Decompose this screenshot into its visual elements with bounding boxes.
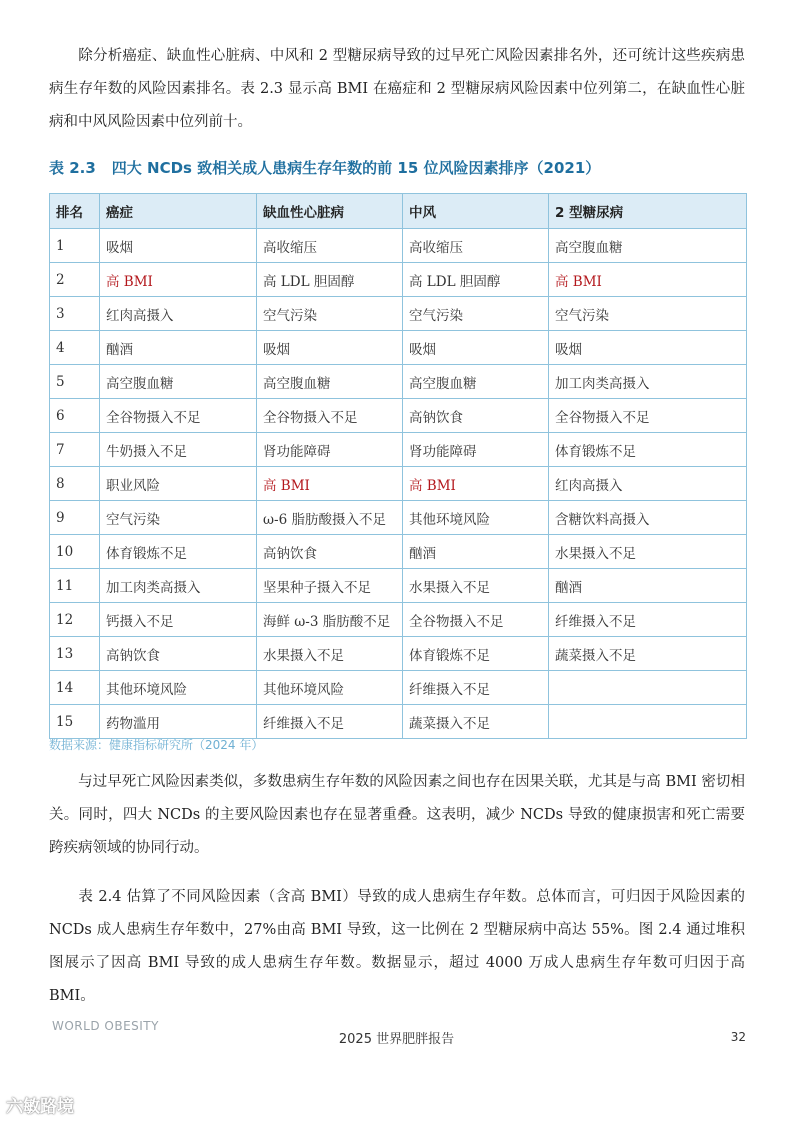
cell-stroke: 高收缩压 bbox=[403, 229, 549, 263]
cell-rank: 6 bbox=[50, 399, 100, 433]
risk-factor-table bbox=[49, 193, 747, 739]
cell-stroke: 空气污染 bbox=[403, 297, 549, 331]
cell-ischemic-heart-disease: 空气污染 bbox=[257, 297, 403, 331]
data-source-note: 数据来源：健康指标研究所（2024 年） bbox=[49, 738, 264, 752]
cell-ischemic-heart-disease: ω-6 脂肪酸摄入不足 bbox=[257, 501, 403, 535]
cell-cancer: 加工肉类高摄入 bbox=[100, 569, 257, 603]
cell-rank: 2 bbox=[50, 263, 100, 297]
table-row bbox=[50, 399, 747, 433]
table-row bbox=[50, 433, 747, 467]
cell-stroke: 纤维摄入不足 bbox=[403, 671, 549, 705]
cell-type2-diabetes: 高 BMI bbox=[549, 263, 747, 297]
cell-ischemic-heart-disease: 高空腹血糖 bbox=[257, 365, 403, 399]
cell-rank: 10 bbox=[50, 535, 100, 569]
cell-ischemic-heart-disease: 水果摄入不足 bbox=[257, 637, 403, 671]
cell-cancer: 牛奶摄入不足 bbox=[100, 433, 257, 467]
cell-stroke: 高 BMI bbox=[403, 467, 549, 501]
cell-cancer: 职业风险 bbox=[100, 467, 257, 501]
cell-cancer: 吸烟 bbox=[100, 229, 257, 263]
cell-ischemic-heart-disease: 坚果种子摄入不足 bbox=[257, 569, 403, 603]
cell-type2-diabetes: 含糖饮料高摄入 bbox=[549, 501, 747, 535]
cell-stroke: 高 LDL 胆固醇 bbox=[403, 263, 549, 297]
table-caption bbox=[49, 157, 600, 178]
table-row bbox=[50, 467, 747, 501]
header-stroke: 中风 bbox=[403, 194, 549, 229]
cell-ischemic-heart-disease: 其他环境风险 bbox=[257, 671, 403, 705]
cell-cancer: 酗酒 bbox=[100, 331, 257, 365]
cell-type2-diabetes: 加工肉类高摄入 bbox=[549, 365, 747, 399]
cell-cancer: 空气污染 bbox=[100, 501, 257, 535]
cell-type2-diabetes: 全谷物摄入不足 bbox=[549, 399, 747, 433]
cell-ischemic-heart-disease: 肾功能障碍 bbox=[257, 433, 403, 467]
cell-stroke: 高空腹血糖 bbox=[403, 365, 549, 399]
table-row bbox=[50, 331, 747, 365]
table-row bbox=[50, 229, 747, 263]
cell-type2-diabetes: 高空腹血糖 bbox=[549, 229, 747, 263]
cell-rank: 12 bbox=[50, 603, 100, 637]
cell-rank: 15 bbox=[50, 705, 100, 739]
cell-ischemic-heart-disease: 纤维摄入不足 bbox=[257, 705, 403, 739]
cell-cancer: 红肉高摄入 bbox=[100, 297, 257, 331]
cell-rank: 14 bbox=[50, 671, 100, 705]
cell-rank: 3 bbox=[50, 297, 100, 331]
cell-type2-diabetes: 吸烟 bbox=[549, 331, 747, 365]
cell-stroke: 蔬菜摄入不足 bbox=[403, 705, 549, 739]
cell-ischemic-heart-disease: 海鲜 ω-3 脂肪酸不足 bbox=[257, 603, 403, 637]
cell-ischemic-heart-disease: 吸烟 bbox=[257, 331, 403, 365]
cell-ischemic-heart-disease: 高 BMI bbox=[257, 467, 403, 501]
cell-stroke: 体育锻炼不足 bbox=[403, 637, 549, 671]
header-cancer: 癌症 bbox=[100, 194, 257, 229]
cell-ischemic-heart-disease: 高收缩压 bbox=[257, 229, 403, 263]
cell-stroke: 水果摄入不足 bbox=[403, 569, 549, 603]
cell-cancer: 药物滥用 bbox=[100, 705, 257, 739]
cell-type2-diabetes: 水果摄入不足 bbox=[549, 535, 747, 569]
table-row bbox=[50, 535, 747, 569]
cell-cancer: 高钠饮食 bbox=[100, 637, 257, 671]
cell-rank: 8 bbox=[50, 467, 100, 501]
cell-stroke: 全谷物摄入不足 bbox=[403, 603, 549, 637]
cell-cancer: 体育锻炼不足 bbox=[100, 535, 257, 569]
cell-stroke: 吸烟 bbox=[403, 331, 549, 365]
cell-cancer: 高空腹血糖 bbox=[100, 365, 257, 399]
cell-stroke: 其他环境风险 bbox=[403, 501, 549, 535]
table-row bbox=[50, 263, 747, 297]
cell-type2-diabetes bbox=[549, 705, 747, 739]
table-row bbox=[50, 501, 747, 535]
cell-cancer: 其他环境风险 bbox=[100, 671, 257, 705]
body-paragraph-2: 与过早死亡风险因素类似，多数患病生存年数的风险因素之间也存在因果关联，尤其是与高 BMI 密切相关。同时，四大 NCDs 的主要风险因素也存在显著重叠。这表明，减少 NCDs 导致的健康损害和死亡需要跨疾病领域的协同行动。 bbox=[49, 774, 745, 856]
table-row bbox=[50, 569, 747, 603]
table-row bbox=[50, 671, 747, 705]
cell-type2-diabetes: 空气污染 bbox=[549, 297, 747, 331]
table-row bbox=[50, 365, 747, 399]
cell-rank: 5 bbox=[50, 365, 100, 399]
cell-stroke: 高钠饮食 bbox=[403, 399, 549, 433]
cell-cancer: 全谷物摄入不足 bbox=[100, 399, 257, 433]
cell-rank: 1 bbox=[50, 229, 100, 263]
body-paragraph-3: 表 2.4 估算了不同风险因素（含高 BMI）导致的成人患病生存年数。总体而言，可归因于风险因素的 NCDs 成人患病生存年数中，27%由高 BMI 导致，这一比例在 2 型糖尿病中高达 55%。图 2.4 通过堆积图展示了因高 BMI 导致的成人患病生存年数。数据显示，超过 4000 万成人患病生存年数可归因于高 BMI。 bbox=[49, 889, 745, 1004]
cell-type2-diabetes: 纤维摄入不足 bbox=[549, 603, 747, 637]
cell-type2-diabetes: 蔬菜摄入不足 bbox=[549, 637, 747, 671]
cell-ischemic-heart-disease: 高 LDL 胆固醇 bbox=[257, 263, 403, 297]
table-row bbox=[50, 297, 747, 331]
table-number: 表 2.3 bbox=[49, 159, 96, 177]
cell-rank: 9 bbox=[50, 501, 100, 535]
cell-type2-diabetes bbox=[549, 671, 747, 705]
watermark: 六敏路境 bbox=[6, 1097, 74, 1117]
world-obesity-logo: WORLD OBESITY bbox=[52, 1019, 159, 1033]
table-row bbox=[50, 637, 747, 671]
table-header-row bbox=[50, 194, 747, 229]
table-row bbox=[50, 603, 747, 637]
intro-paragraph: 除分析癌症、缺血性心脏病、中风和 2 型糖尿病导致的过早死亡风险因素排名外，还可统计这些疾病患病生存年数的风险因素排名。表 2.3 显示高 BMI 在癌症和 2 型糖尿病风险因素中位列第二，在缺血性心脏病和中风风险因素中位列前十。 bbox=[49, 48, 745, 130]
footer-report-title: 2025 世界肥胖报告 bbox=[338, 1032, 455, 1047]
table-body bbox=[50, 229, 747, 739]
cell-type2-diabetes: 酗酒 bbox=[549, 569, 747, 603]
header-type2-diabetes: 2 型糖尿病 bbox=[549, 194, 747, 229]
cell-cancer: 钙摄入不足 bbox=[100, 603, 257, 637]
cell-rank: 7 bbox=[50, 433, 100, 467]
cell-type2-diabetes: 体育锻炼不足 bbox=[549, 433, 747, 467]
cell-ischemic-heart-disease: 全谷物摄入不足 bbox=[257, 399, 403, 433]
page-number: 32 bbox=[730, 1030, 746, 1044]
cell-rank: 11 bbox=[50, 569, 100, 603]
cell-stroke: 酗酒 bbox=[403, 535, 549, 569]
cell-cancer: 高 BMI bbox=[100, 263, 257, 297]
table-row bbox=[50, 705, 747, 739]
cell-rank: 13 bbox=[50, 637, 100, 671]
cell-type2-diabetes: 红肉高摄入 bbox=[549, 467, 747, 501]
cell-rank: 4 bbox=[50, 331, 100, 365]
header-rank: 排名 bbox=[50, 194, 100, 229]
table-title: 四大 NCDs 致相关成人患病生存年数的前 15 位风险因素排序（2021） bbox=[111, 159, 601, 177]
cell-stroke: 肾功能障碍 bbox=[403, 433, 549, 467]
header-ischemic-heart-disease: 缺血性心脏病 bbox=[257, 194, 403, 229]
cell-ischemic-heart-disease: 高钠饮食 bbox=[257, 535, 403, 569]
